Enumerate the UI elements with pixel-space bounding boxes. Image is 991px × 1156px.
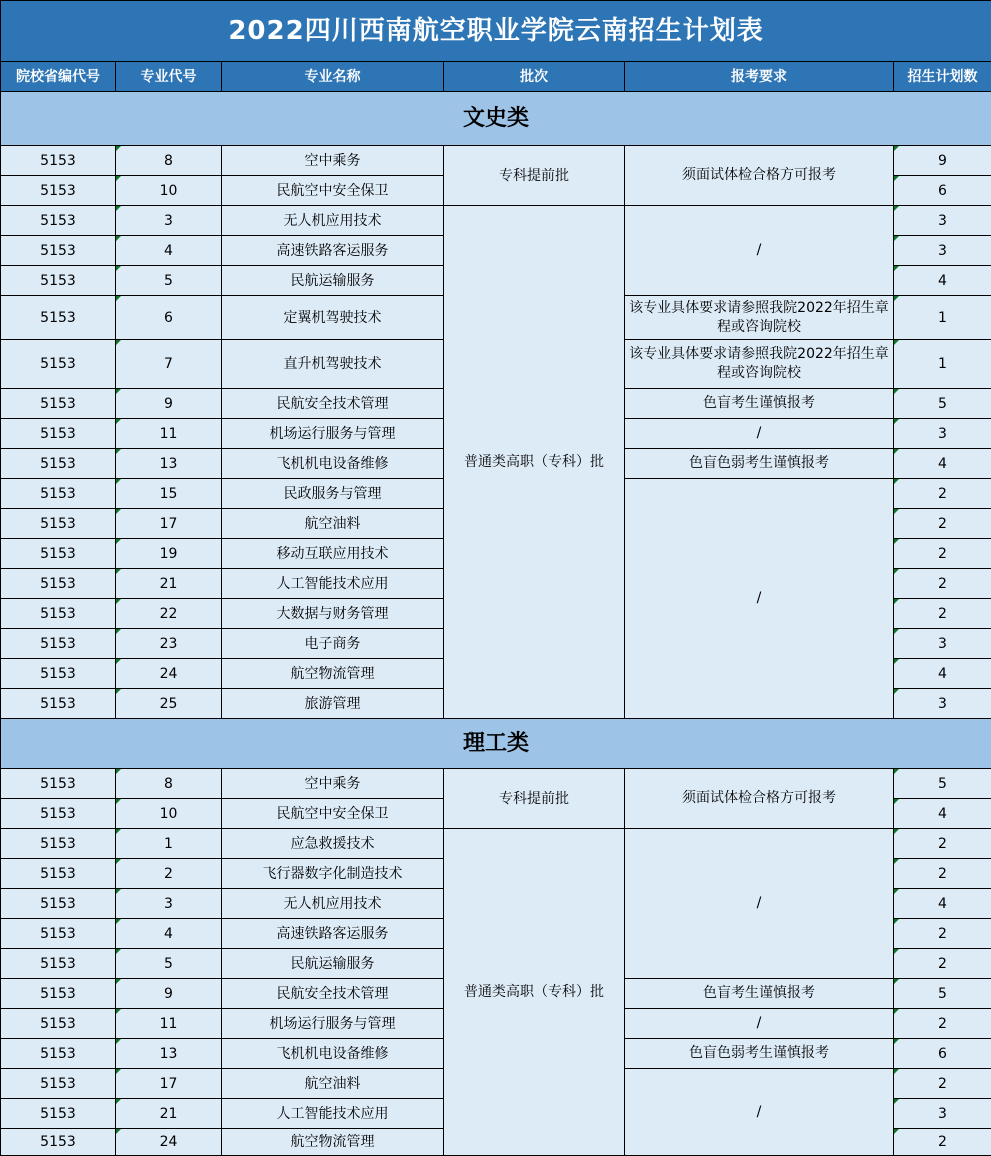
major-code-cell: 8: [116, 769, 222, 799]
school-code-cell: 5153: [1, 449, 116, 479]
major-name-cell: 民航安全技术管理: [222, 979, 444, 1009]
quota-cell: 2: [894, 829, 991, 859]
table-row: [1, 206, 991, 236]
major-code-cell: 4: [116, 919, 222, 949]
school-code-cell: 5153: [1, 1129, 116, 1156]
header-major-name: 专业名称: [222, 62, 444, 92]
major-code-cell: 9: [116, 389, 222, 419]
major-code-cell: 3: [116, 889, 222, 919]
quota-cell: 5: [894, 979, 991, 1009]
table-title: 2022四川西南航空职业学院云南招生计划表: [1, 1, 991, 62]
major-name-cell: 应急救援技术: [222, 829, 444, 859]
school-code-cell: 5153: [1, 979, 116, 1009]
major-name-cell: 航空物流管理: [222, 1129, 444, 1156]
major-name-cell: 旅游管理: [222, 689, 444, 719]
table-row: [1, 769, 991, 799]
quota-cell: 6: [894, 176, 991, 206]
major-code-cell: 24: [116, 1129, 222, 1156]
major-code-cell: 21: [116, 569, 222, 599]
major-name-cell: 高速铁路客运服务: [222, 919, 444, 949]
school-code-cell: 5153: [1, 296, 116, 340]
major-code-cell: 24: [116, 659, 222, 689]
major-name-cell: 移动互联应用技术: [222, 539, 444, 569]
school-code-cell: 5153: [1, 266, 116, 296]
major-code-cell: 5: [116, 949, 222, 979]
school-code-cell: 5153: [1, 949, 116, 979]
major-name-cell: 定翼机驾驶技术: [222, 296, 444, 340]
major-code-cell: 5: [116, 266, 222, 296]
requirement-cell: /: [625, 1009, 894, 1039]
major-code-cell: 10: [116, 176, 222, 206]
major-name-cell: 民航运输服务: [222, 949, 444, 979]
major-name-cell: 民航空中安全保卫: [222, 176, 444, 206]
major-code-cell: 22: [116, 599, 222, 629]
school-code-cell: 5153: [1, 389, 116, 419]
major-name-cell: 人工智能技术应用: [222, 1099, 444, 1129]
quota-cell: 3: [894, 236, 991, 266]
quota-cell: 4: [894, 449, 991, 479]
major-code-cell: 6: [116, 296, 222, 340]
major-name-cell: 民航空中安全保卫: [222, 799, 444, 829]
major-name-cell: 大数据与财务管理: [222, 599, 444, 629]
major-name-cell: 航空油料: [222, 1069, 444, 1099]
quota-cell: 6: [894, 1039, 991, 1069]
quota-cell: 1: [894, 340, 991, 389]
major-code-cell: 25: [116, 689, 222, 719]
major-name-cell: 无人机应用技术: [222, 206, 444, 236]
school-code-cell: 5153: [1, 569, 116, 599]
header-quota: 招生计划数: [894, 62, 991, 92]
major-code-cell: 17: [116, 509, 222, 539]
major-name-cell: 高速铁路客运服务: [222, 236, 444, 266]
major-code-cell: 17: [116, 1069, 222, 1099]
school-code-cell: 5153: [1, 1039, 116, 1069]
major-name-cell: 空中乘务: [222, 146, 444, 176]
quota-cell: 4: [894, 659, 991, 689]
requirement-cell: 色盲考生谨慎报考: [625, 389, 894, 419]
major-name-cell: 无人机应用技术: [222, 889, 444, 919]
title-row: [1, 1, 991, 62]
major-name-cell: 民航安全技术管理: [222, 389, 444, 419]
batch-cell: 普通类高职（专科）批: [444, 829, 625, 1156]
quota-cell: 2: [894, 569, 991, 599]
requirement-cell: /: [625, 479, 894, 719]
quota-cell: 1: [894, 296, 991, 340]
requirement-cell: 该专业具体要求请参照我院2022年招生章程或咨询院校: [625, 296, 894, 340]
major-name-cell: 电子商务: [222, 629, 444, 659]
school-code-cell: 5153: [1, 236, 116, 266]
table-row: [1, 146, 991, 176]
major-code-cell: 13: [116, 449, 222, 479]
requirement-cell: 须面试体检合格方可报考: [625, 146, 894, 206]
major-name-cell: 飞机机电设备维修: [222, 449, 444, 479]
requirement-cell: 色盲考生谨慎报考: [625, 979, 894, 1009]
quota-cell: 2: [894, 949, 991, 979]
major-code-cell: 11: [116, 1009, 222, 1039]
major-name-cell: 航空油料: [222, 509, 444, 539]
requirement-cell: /: [625, 1069, 894, 1156]
quota-cell: 3: [894, 689, 991, 719]
school-code-cell: 5153: [1, 889, 116, 919]
quota-cell: 3: [894, 1099, 991, 1129]
quota-cell: 5: [894, 769, 991, 799]
school-code-cell: 5153: [1, 419, 116, 449]
section-title: 文史类: [1, 92, 991, 146]
requirement-cell: 该专业具体要求请参照我院2022年招生章程或咨询院校: [625, 340, 894, 389]
school-code-cell: 5153: [1, 859, 116, 889]
quota-cell: 4: [894, 799, 991, 829]
quota-cell: 2: [894, 509, 991, 539]
major-name-cell: 飞行器数字化制造技术: [222, 859, 444, 889]
school-code-cell: 5153: [1, 659, 116, 689]
quota-cell: 4: [894, 889, 991, 919]
batch-cell: 专科提前批: [444, 769, 625, 829]
school-code-cell: 5153: [1, 146, 116, 176]
quota-cell: 2: [894, 1129, 991, 1156]
quota-cell: 2: [894, 1009, 991, 1039]
quota-cell: 2: [894, 919, 991, 949]
major-code-cell: 4: [116, 236, 222, 266]
quota-cell: 2: [894, 479, 991, 509]
major-name-cell: 空中乘务: [222, 769, 444, 799]
header-row: [1, 62, 991, 92]
requirement-cell: 色盲色弱考生谨慎报考: [625, 1039, 894, 1069]
major-code-cell: 21: [116, 1099, 222, 1129]
section-row: [1, 719, 991, 769]
school-code-cell: 5153: [1, 206, 116, 236]
major-code-cell: 3: [116, 206, 222, 236]
major-name-cell: 人工智能技术应用: [222, 569, 444, 599]
major-code-cell: 11: [116, 419, 222, 449]
school-code-cell: 5153: [1, 799, 116, 829]
header-major-code: 专业代号: [116, 62, 222, 92]
major-name-cell: 航空物流管理: [222, 659, 444, 689]
major-code-cell: 8: [116, 146, 222, 176]
school-code-cell: 5153: [1, 629, 116, 659]
header-requirement: 报考要求: [625, 62, 894, 92]
batch-cell: 普通类高职（专科）批: [444, 206, 625, 719]
header-batch: 批次: [444, 62, 625, 92]
requirement-cell: /: [625, 419, 894, 449]
requirement-cell: 须面试体检合格方可报考: [625, 769, 894, 829]
quota-cell: 2: [894, 599, 991, 629]
school-code-cell: 5153: [1, 1009, 116, 1039]
quota-cell: 2: [894, 859, 991, 889]
school-code-cell: 5153: [1, 479, 116, 509]
quota-cell: 3: [894, 206, 991, 236]
quota-cell: 2: [894, 539, 991, 569]
major-code-cell: 10: [116, 799, 222, 829]
school-code-cell: 5153: [1, 509, 116, 539]
major-name-cell: 民航运输服务: [222, 266, 444, 296]
major-name-cell: 民政服务与管理: [222, 479, 444, 509]
major-code-cell: 23: [116, 629, 222, 659]
table-row: [1, 829, 991, 859]
major-name-cell: 飞机机电设备维修: [222, 1039, 444, 1069]
major-code-cell: 19: [116, 539, 222, 569]
school-code-cell: 5153: [1, 829, 116, 859]
section-title: 理工类: [1, 719, 991, 769]
school-code-cell: 5153: [1, 1099, 116, 1129]
section-row: [1, 92, 991, 146]
requirement-cell: /: [625, 206, 894, 296]
school-code-cell: 5153: [1, 1069, 116, 1099]
school-code-cell: 5153: [1, 769, 116, 799]
major-code-cell: 7: [116, 340, 222, 389]
major-code-cell: 2: [116, 859, 222, 889]
quota-cell: 9: [894, 146, 991, 176]
major-code-cell: 1: [116, 829, 222, 859]
major-name-cell: 直升机驾驶技术: [222, 340, 444, 389]
header-school-code: 院校省编代号: [1, 62, 116, 92]
major-code-cell: 15: [116, 479, 222, 509]
school-code-cell: 5153: [1, 539, 116, 569]
requirement-cell: 色盲色弱考生谨慎报考: [625, 449, 894, 479]
quota-cell: 5: [894, 389, 991, 419]
major-name-cell: 机场运行服务与管理: [222, 1009, 444, 1039]
batch-cell: 专科提前批: [444, 146, 625, 206]
quota-cell: 3: [894, 629, 991, 659]
school-code-cell: 5153: [1, 919, 116, 949]
quota-cell: 3: [894, 419, 991, 449]
school-code-cell: 5153: [1, 340, 116, 389]
quota-cell: 2: [894, 1069, 991, 1099]
school-code-cell: 5153: [1, 176, 116, 206]
school-code-cell: 5153: [1, 599, 116, 629]
major-name-cell: 机场运行服务与管理: [222, 419, 444, 449]
major-code-cell: 13: [116, 1039, 222, 1069]
school-code-cell: 5153: [1, 689, 116, 719]
quota-cell: 4: [894, 266, 991, 296]
requirement-cell: /: [625, 829, 894, 979]
major-code-cell: 9: [116, 979, 222, 1009]
